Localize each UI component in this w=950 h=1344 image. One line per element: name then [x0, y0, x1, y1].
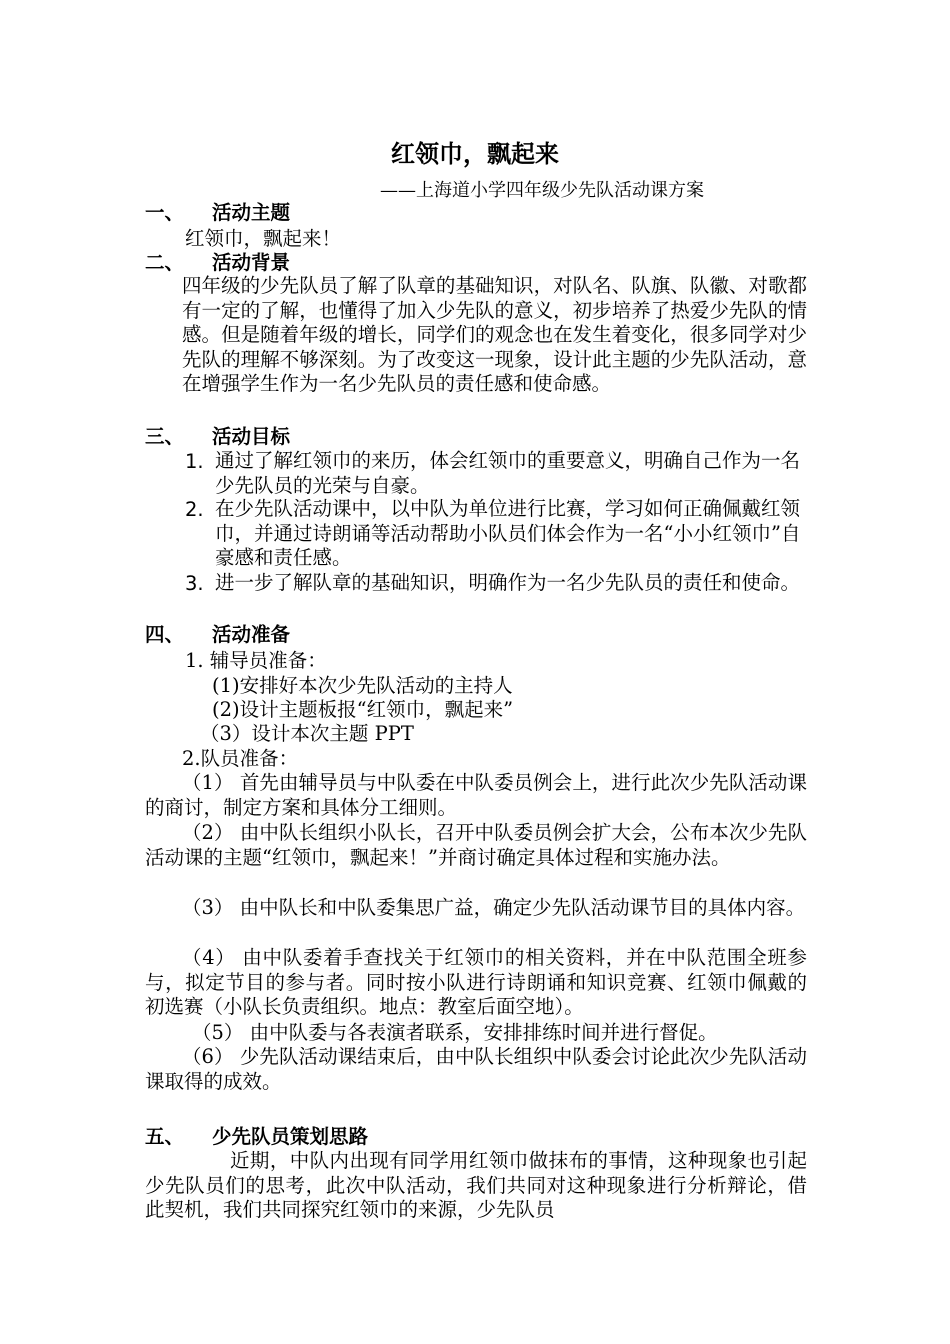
goal-number: 1.: [185, 450, 204, 473]
planning-paragraph: 近期，中队内出现有同学用红领巾做抹布的事情，这种现象也引起少先队员们的思考，此次中队活动，我们共同对这种现象进行分析辩论，借此契机，我们共同探究红领巾的来源，少先队员: [145, 1149, 807, 1221]
goal-text: 进一步了解队章的基础知识，明确作为一名少先队员的责任和使命。: [215, 571, 801, 594]
counselor-prep-label: 1. 辅导员准备：: [185, 649, 327, 672]
member-prep-item: （4） 由中队委着手查找关于红领巾的相关资料，并在中队范围全班参与，拟定节目的参与者。同时按小队进行诗朗诵和知识竞赛、红领巾佩戴的初选赛（小队长负责组织。地点：教室后面空地）。: [145, 946, 807, 1018]
member-prep-item: （3） 由中队长和中队委集思广益，确定少先队活动课节目的具体内容。: [182, 896, 806, 919]
member-prep-label: 2.队员准备：: [182, 747, 299, 770]
section-title: 活动准备: [212, 623, 291, 646]
section-title: 活动背景: [212, 251, 291, 274]
section-number: 三、: [145, 425, 185, 448]
section-number: 一、: [145, 201, 185, 224]
member-prep-item: （2） 由中队长组织小队长，召开中队委员例会扩大会，公布本次少先队活动课的主题“红领巾，飘起来！”并商讨确定具体过程和实施办法。: [145, 821, 807, 869]
counselor-prep-item: (1)安排好本次少先队活动的主持人: [212, 674, 513, 697]
background-paragraph: 四年级的少先队员了解了队章的基础知识，对队名、队旗、队徽、对歌都有一定的了解，也懂得了加入少先队的意义，初步培养了热爱少先队的情感。但是随着年级的增长，同学们的观念也在发生着变化，很多同学对少先队的理解不够深刻。为了改变这一现象，设计此主题的少先队活动，意在增强学生作为一名少先队员的责任感和使命感。: [182, 274, 807, 395]
section-title: 少先队员策划思路: [212, 1125, 369, 1148]
counselor-prep-item: (2)设计主题板报“红领巾，飘起来”: [212, 698, 514, 721]
section-title: 活动目标: [212, 425, 291, 448]
section-number: 四、: [145, 623, 185, 646]
document-subtitle: ——上海道小学四年级少先队活动课方案: [380, 180, 704, 201]
member-prep-item: （5） 由中队委与各表演者联系，安排排练时间并进行督促。: [192, 1021, 718, 1044]
member-prep-item: （6） 少先队活动课结束后，由中队长组织中队委会讨论此次少先队活动课取得的成效。: [145, 1045, 807, 1093]
goal-text: 在少先队活动课中，以中队为单位进行比赛，学习如何正确佩戴红领巾，并通过诗朗诵等活动帮助小队员们体会作为一名“小小红领巾”自豪感和责任感。: [215, 497, 801, 569]
theme-text: 红领巾，飘起来！: [185, 227, 342, 250]
goal-text: 通过了解红领巾的来历，体会红领巾的重要意义，明确自己作为一名少先队员的光荣与自豪。: [215, 449, 801, 497]
counselor-prep-item: （3）设计本次主题 PPT: [200, 722, 414, 745]
goal-number: 2.: [185, 498, 204, 521]
section-number: 二、: [145, 251, 185, 274]
section-title: 活动主题: [212, 201, 291, 224]
section-number: 五、: [145, 1125, 185, 1148]
goal-number: 3.: [185, 572, 204, 595]
member-prep-item: （1） 首先由辅导员与中队委在中队委员例会上，进行此次少先队活动课的商讨，制定方案和具体分工细则。: [145, 771, 807, 819]
document-title: 红领巾，飘起来: [391, 140, 559, 168]
